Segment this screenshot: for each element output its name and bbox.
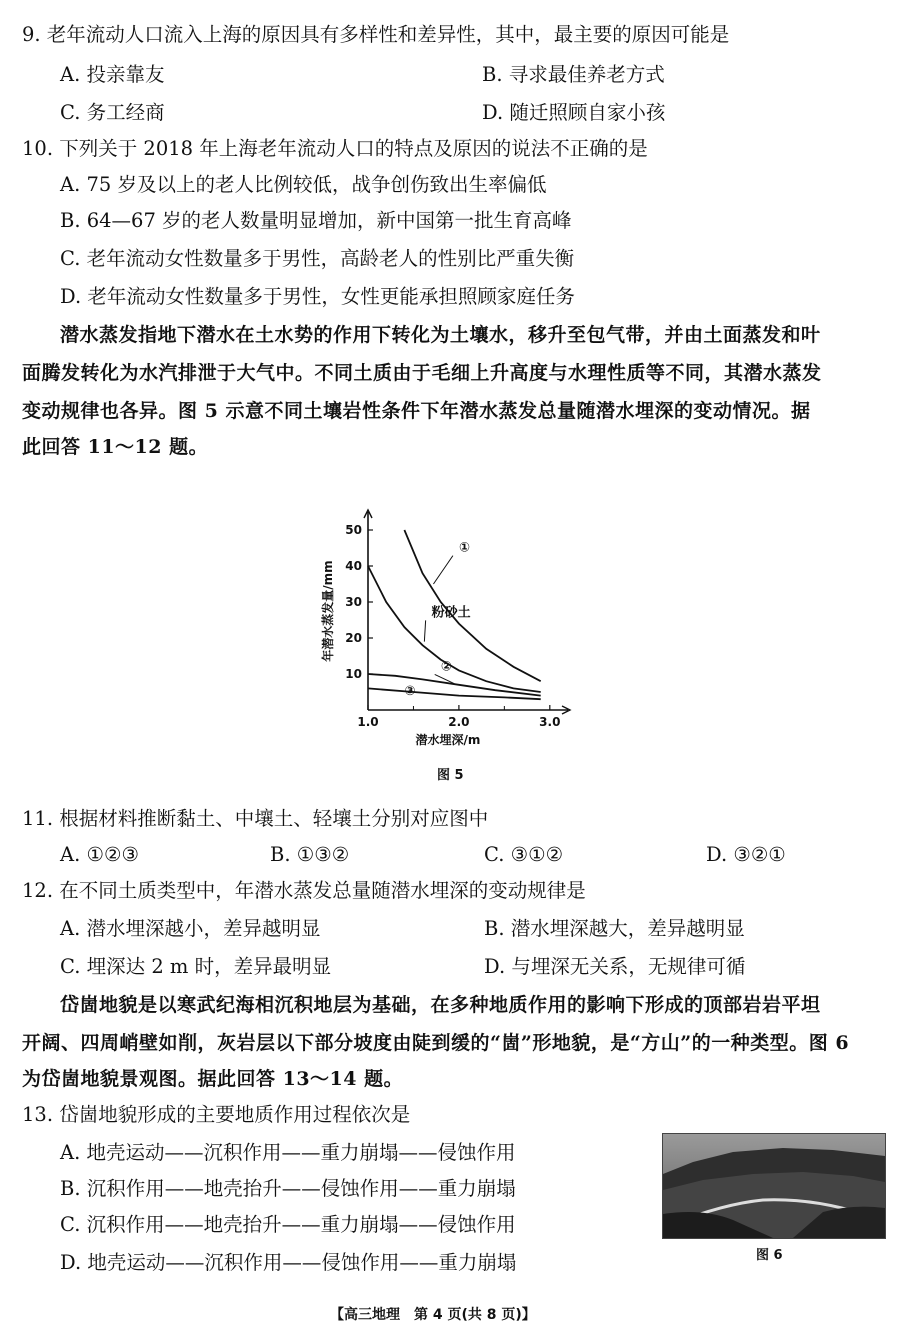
series-line-4 [368,688,541,699]
y-axis-label: 年潜水蒸发量/mm [321,560,335,662]
q13-option-b: B. 沉积作用——地壳抬升——侵蚀作用——重力崩塌 [60,1177,516,1200]
x-tick-label: 2.0 [448,715,470,729]
q10-option-d: D. 老年流动女性数量多于男性，女性更能承担照顾家庭任务 [60,285,575,308]
figure6-caption: 图 6 [756,1248,783,1263]
series-label-2: 粉砂土 [431,605,471,621]
page-footer: 【高三地理 第 4 页(共 8 页)】 [330,1307,536,1323]
q9-stem: 9. 老年流动人口流入上海的原因具有多样性和差异性，其中，最主要的原因可能是 [22,23,730,46]
q12-stem: 12. 在不同土质类型中，年潜水蒸发总量随潜水埋深的变动规律是 [22,879,586,902]
q12-option-c: C. 埋深达 2 m 时，差异最明显 [60,955,332,978]
x-tick-label: 1.0 [357,715,379,729]
y-tick-label: 20 [345,631,362,645]
y-tick-label: 40 [345,559,362,573]
material1-line2: 面腾发转化为水汽排泄于大气中。不同土质由于毛细上升高度与水理性质等不同，其潜水蒸发 [22,362,822,384]
material1-line4: 此回答 11～12 题。 [22,436,209,458]
q10-option-a: A. 75 岁及以上的老人比例较低，战争创伤致出生率偏低 [60,173,547,196]
q12-option-a: A. 潜水埋深越小，差异越明显 [60,917,321,940]
figure5-caption: 图 5 [437,768,464,783]
y-tick-label: 10 [345,667,362,681]
x-axis-label: 潜水埋深/m [415,733,481,747]
series-line-3 [368,674,541,696]
q11-option-c: C. ③①② [484,843,564,866]
q9-option-d: D. 随迁照顾自家小孩 [482,101,666,124]
series-label-4: ③ [404,683,416,699]
q9-option-a: A. 投亲靠友 [60,63,165,86]
series-line-1 [404,530,540,681]
q13-stem: 13. 岱崮地貌形成的主要地质作用过程依次是 [22,1103,411,1126]
q11-option-d: D. ③②① [706,843,786,866]
q13-option-d: D. 地壳运动——沉积作用——侵蚀作用——重力崩塌 [60,1251,517,1274]
material2-line1: 岱崮地貌是以寒武纪海相沉积地层为基础，在多种地质作用的影响下形成的顶部岩岩平坦 [60,994,821,1016]
q10-option-b: B. 64—67 岁的老人数量明显增加，新中国第一批生育高峰 [60,209,572,232]
q9-option-c: C. 务工经商 [60,101,165,124]
q9-option-b: B. 寻求最佳养老方式 [482,63,665,86]
q11-option-b: B. ①③② [270,843,350,866]
material1-line3: 变动规律也各异。图 5 示意不同土壤岩性条件下年潜水蒸发总量随潜水埋深的变动情况。据 [22,400,811,422]
q12-option-b: B. 潜水埋深越大，差异越明显 [484,917,745,940]
series-line-2 [368,566,541,692]
q11-option-a: A. ①②③ [60,843,139,866]
material2-line3: 为岱崮地貌景观图。据此回答 13～14 题。 [22,1068,404,1090]
y-tick-label: 30 [345,595,362,609]
q12-option-d: D. 与埋深无关系，无规律可循 [484,955,746,978]
q11-stem: 11. 根据材料推断黏土、中壤土、轻壤土分别对应图中 [22,807,489,830]
q10-stem: 10. 下列关于 2018 年上海老年流动人口的特点及原因的说法不正确的是 [22,137,648,160]
series-label-leader [433,556,452,584]
q13-option-c: C. 沉积作用——地壳抬升——重力崩塌——侵蚀作用 [60,1213,516,1236]
series-label-1: ① [458,540,470,556]
q10-option-c: C. 老年流动女性数量多于男性，高龄老人的性别比严重失衡 [60,247,575,270]
series-label-leader [424,620,425,641]
figure6-landscape-photo [662,1133,886,1239]
y-tick-label: 50 [345,523,362,537]
figure5-chart [318,500,588,760]
x-tick-label: 3.0 [539,715,561,729]
series-label-3: ② [440,659,452,675]
material2-line2: 开阔、四周峭壁如削，灰岩层以下部分坡度由陡到缓的“崮”形地貌，是“方山”的一种类型。图 6 [22,1032,850,1054]
q13-option-a: A. 地壳运动——沉积作用——重力崩塌——侵蚀作用 [60,1141,516,1164]
material1-line1: 潜水蒸发指地下潜水在土水势的作用下转化为土壤水，移升至包气带，并由土面蒸发和叶 [60,324,821,346]
